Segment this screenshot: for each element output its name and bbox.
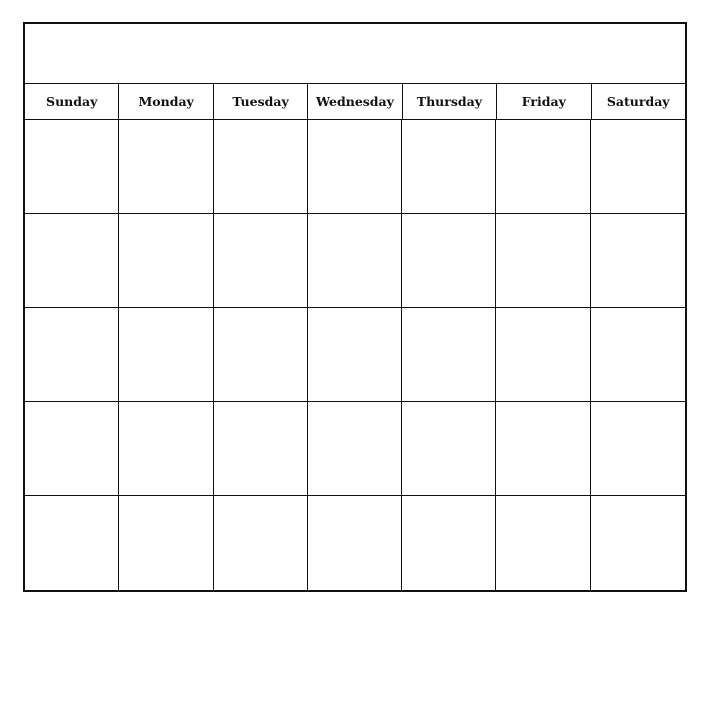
day-cell bbox=[25, 402, 119, 496]
day-cell bbox=[591, 214, 685, 308]
day-cell bbox=[402, 214, 496, 308]
day-cell bbox=[308, 496, 402, 590]
weekday-monday: Monday bbox=[119, 84, 213, 119]
day-cell bbox=[402, 308, 496, 402]
day-cell bbox=[591, 120, 685, 214]
day-cell bbox=[25, 214, 119, 308]
day-cell bbox=[591, 402, 685, 496]
day-cell bbox=[214, 120, 308, 214]
weekday-saturday: Saturday bbox=[606, 94, 670, 109]
weekday-friday: Friday bbox=[497, 84, 591, 119]
day-cell bbox=[496, 120, 590, 214]
day-cell bbox=[496, 496, 590, 590]
weekday-header-row bbox=[25, 84, 685, 120]
day-cell bbox=[496, 402, 590, 496]
day-cell bbox=[25, 308, 119, 402]
weekday-wednesday: Wednesday bbox=[308, 84, 402, 119]
day-cell bbox=[308, 120, 402, 214]
day-cell bbox=[402, 402, 496, 496]
day-cell bbox=[119, 402, 213, 496]
day-cell bbox=[119, 214, 213, 308]
day-cell bbox=[214, 402, 308, 496]
weekday-thursday: Thursday bbox=[403, 84, 497, 119]
day-cell bbox=[119, 496, 213, 590]
day-cell bbox=[308, 214, 402, 308]
day-cell bbox=[214, 214, 308, 308]
calendar-template bbox=[23, 22, 687, 592]
weekday-sunday: Sunday bbox=[25, 84, 119, 119]
day-cell bbox=[402, 496, 496, 590]
day-cell bbox=[591, 308, 685, 402]
day-cell bbox=[214, 496, 308, 590]
day-grid bbox=[25, 120, 685, 590]
day-cell bbox=[308, 308, 402, 402]
day-cell bbox=[496, 214, 590, 308]
day-cell bbox=[119, 120, 213, 214]
day-cell bbox=[308, 402, 402, 496]
day-cell bbox=[591, 496, 685, 590]
day-cell bbox=[119, 308, 213, 402]
day-cell bbox=[214, 308, 308, 402]
day-cell bbox=[402, 120, 496, 214]
day-cell bbox=[496, 308, 590, 402]
calendar-title-area bbox=[25, 24, 685, 84]
day-cell bbox=[25, 120, 119, 214]
day-cell bbox=[25, 496, 119, 590]
weekday-tuesday: Tuesday bbox=[214, 84, 308, 119]
